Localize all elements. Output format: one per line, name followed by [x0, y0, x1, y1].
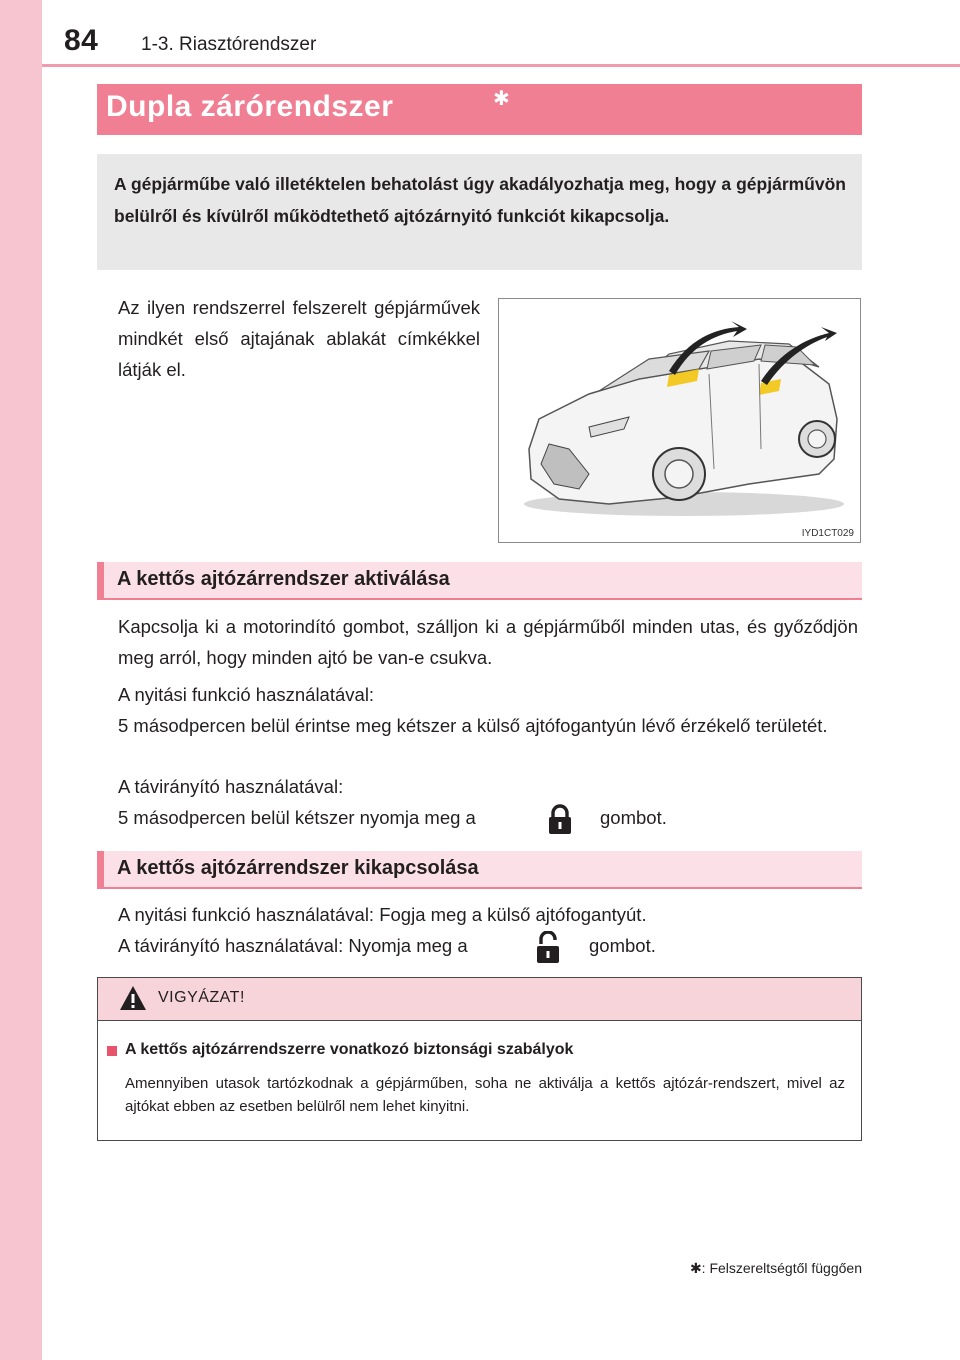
activate-heading-bar [97, 562, 862, 600]
deactivate-heading: A kettős ajtózárrendszer kikapcsolása [117, 857, 479, 879]
car-figure [498, 298, 861, 543]
header-rule [42, 64, 960, 67]
intro-box [97, 154, 862, 270]
warning-box [97, 977, 862, 1141]
section-title-bar [97, 84, 862, 135]
section-title: Dupla zárórendszer [106, 90, 394, 123]
figure-code: IYD1CT029 [801, 528, 854, 539]
activate-remote-text: 5 másodpercen belül kétszer nyomja meg a [118, 807, 476, 828]
car-illustration-icon [499, 299, 860, 542]
intro-text: A gépjárműbe való illetéktelen behatolást úgy akadályozhatja meg, hogy a gépjárművön belülről és kívülről működtethető ajtózárnyitó funkciót kikapcsolja. [114, 174, 846, 226]
activate-open-label: A nyitási funkció használatával: [118, 684, 375, 705]
activate-paragraph: Kapcsolja ki a motorindító gombot, szálljon ki a gépjárműből minden utas, és győződjön meg arról, hogy minden ajtó be van-e csukva. [118, 616, 858, 668]
warning-bullet-icon [107, 1046, 117, 1056]
deactivate-remote-after: gombot. [589, 935, 656, 956]
activate-heading: A kettős ajtózárrendszer aktiválása [117, 568, 450, 590]
warning-title: VIGYÁZAT! [158, 989, 245, 1006]
warning-triangle-icon [118, 984, 148, 1012]
warning-body: Amennyiben utasok tartózkodnak a gépjárműben, soha ne aktiválja a kettős ajtózár-rendszert, mivel az ajtókat ebben az esetben belülről nem lehet kinyitni. [125, 1075, 845, 1115]
activate-open-text: 5 másodpercen belül érintse meg kétszer a külső ajtófogantyún lévő érzékelő területét. [118, 715, 828, 736]
page-side-strip [0, 0, 42, 1360]
deactivate-remote-text: A távirányító használatával: Nyomja meg a [118, 935, 468, 956]
warning-header [98, 978, 861, 1021]
chapter-title: 1-3. Riasztórendszer [141, 34, 317, 55]
page-number: 84 [64, 24, 99, 57]
label-paragraph: Az ilyen rendszerrel felszerelt gépjárművek mindkét első ajtajának ablakát címkékkel látják el. [118, 297, 480, 380]
footnote-asterisk-icon: ✱ [689, 1260, 702, 1276]
footnote [690, 1260, 862, 1277]
footnote-text: : Felszereltségtől függően [701, 1260, 862, 1276]
unlock-icon [535, 931, 561, 965]
deactivate-heading-bar [97, 851, 862, 889]
deactivate-open-text: A nyitási funkció használatával: Fogja meg a külső ajtófogantyút. [118, 904, 647, 925]
activate-remote-after: gombot. [600, 807, 667, 828]
title-asterisk-icon: ✱ [493, 88, 510, 110]
activate-remote-label: A távirányító használatával: [118, 776, 344, 797]
warning-subtitle: A kettős ajtózárrendszerre vonatkozó biztonsági szabályok [125, 1041, 574, 1058]
lock-icon [547, 804, 573, 836]
